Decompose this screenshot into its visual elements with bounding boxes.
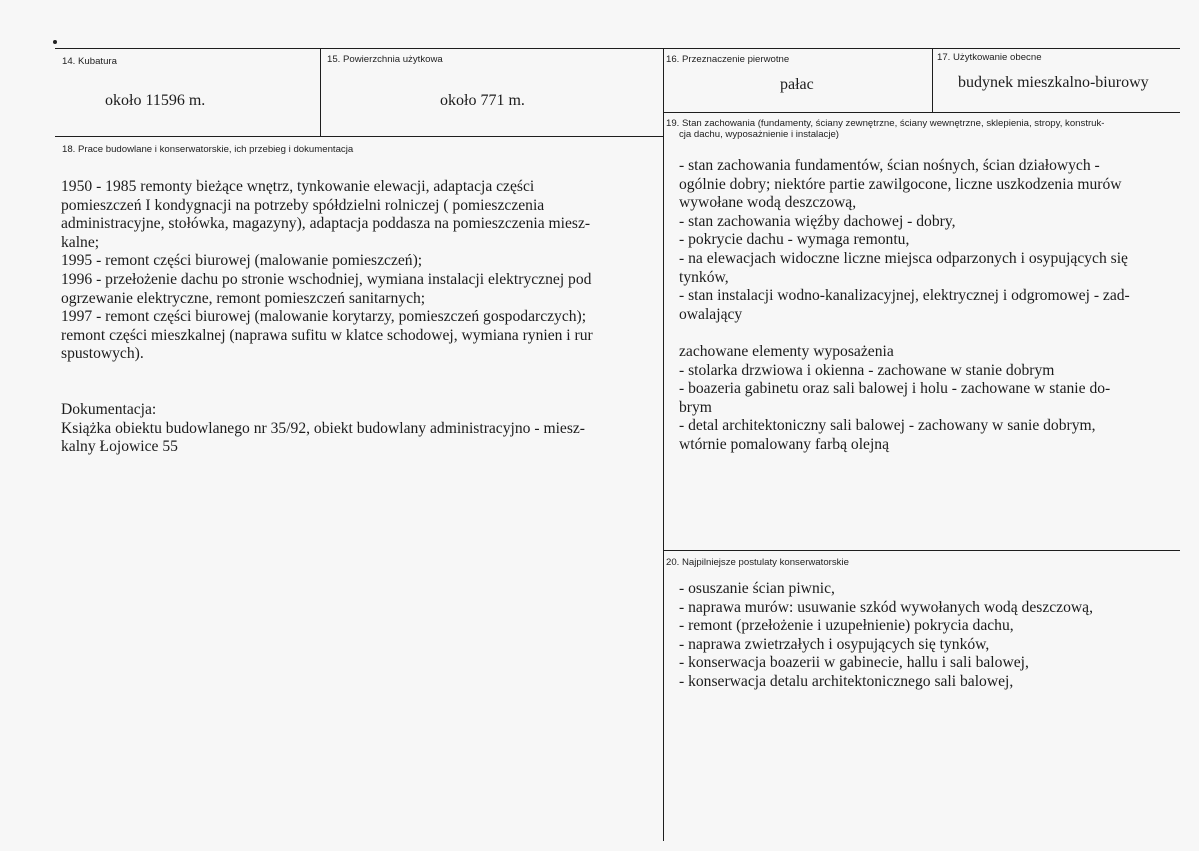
stan-line: - boazeria gabinetu oraz sali balowej i holu - zachowane w stanie do- xyxy=(679,380,1111,398)
stan-line: - stan instalacji wodno-kanalizacyjnej, elektrycznej i odgromowej - zad- xyxy=(679,287,1130,305)
divider-14-15 xyxy=(320,48,321,137)
stan-label-line1: 19. Stan zachowania (fundamenty, ściany zewnętrzne, ściany wewnętrzne, sklepienia, stropy, konstruk- xyxy=(666,118,1105,129)
postulaty-text xyxy=(679,580,1174,692)
postulaty-item: - remont (przełożenie i uzupełnienie) pokrycia dachu, xyxy=(679,617,1014,635)
stan-line: - stolarka drzwiowa i okienna - zachowane w stanie dobrym xyxy=(679,361,1055,379)
stan-line: - detal architektoniczny sali balowej - zachowany w sanie dobrym, xyxy=(679,417,1096,435)
rule-above-20 xyxy=(663,550,1180,551)
kubatura-label: 14. Kubatura xyxy=(62,56,117,67)
prace-line: 1995 - remont części biurowej (malowanie pomieszczeń); xyxy=(61,252,423,270)
prace-line: kalny Łojowice 55 xyxy=(61,438,178,456)
postulaty-item: - konserwacja detalu architektonicznego sali balowej, xyxy=(679,672,1014,690)
prace-line xyxy=(61,383,656,402)
postulaty-item: - naprawa murów: usuwanie szkód wywołanych wodą deszczową, xyxy=(679,598,1093,616)
przeznaczenie-value: pałac xyxy=(780,76,814,93)
postulaty-item: - osuszanie ścian piwnic, xyxy=(679,580,835,597)
prace-line: ogrzewanie elektryczne, remont pomieszczeń sanitarnych; xyxy=(61,289,426,307)
divider-16-17 xyxy=(932,48,933,112)
prace-line: 1996 - przełożenie dachu po stronie wschodniej, wymiana instalacji elektrycznej pod xyxy=(61,270,592,288)
stan-line: ogólnie dobry; niektóre partie zawilgocone, liczne uszkodzenia murów xyxy=(679,175,1122,193)
powierzchnia-label: 15. Powierzchnia użytkowa xyxy=(327,54,443,65)
prace-line xyxy=(61,364,656,383)
stan-line: - pokrycie dachu - wymaga remontu, xyxy=(679,231,910,249)
stan-line: tynków, xyxy=(679,268,729,286)
prace-text xyxy=(61,178,656,457)
rule-under-14-15 xyxy=(55,136,663,137)
uzytkowanie-label: 17. Użytkowanie obecne xyxy=(937,52,1042,63)
powierzchnia-value: około 771 m. xyxy=(440,92,525,109)
prace-line: remont części mieszkalnej (naprawa sufitu w klatce schodowej, wymiana rynien i rur xyxy=(61,326,593,344)
prace-line: kalne; xyxy=(61,233,100,251)
stan-line: - stan zachowania fundamentów, ścian nośnych, ścian działowych - xyxy=(679,157,1100,174)
prace-label: 18. Prace budowlane i konserwatorskie, ich przebieg i dokumentacja xyxy=(62,144,354,155)
main-vertical-divider xyxy=(663,48,664,841)
stan-line: owalający xyxy=(679,305,743,323)
stan-line: - stan zachowania więźby dachowej - dobry, xyxy=(679,212,956,230)
prace-line: Książka obiektu budowlanego nr 35/92, obiekt budowlany administracyjno - miesz- xyxy=(61,419,586,437)
prace-line: 1997 - remont części biurowej (malowanie korytarzy, pomieszczeń gospodarczych); xyxy=(61,308,587,326)
postulaty-item: - konserwacja boazerii w gabinecie, hallu i sali balowej, xyxy=(679,654,1029,672)
scan-speck xyxy=(53,40,57,44)
stan-line: wywołane wodą deszczową, xyxy=(679,194,857,212)
stan-text xyxy=(679,157,1174,455)
stan-line xyxy=(679,324,1174,343)
prace-line: spustowych). xyxy=(61,345,144,363)
stan-line: wtórnie pomalowany farbą olejną xyxy=(679,435,890,453)
stan-label-line2: cja dachu, wyposażnienie i instalacje) xyxy=(679,129,839,140)
rule-under-16-17 xyxy=(663,112,1180,113)
prace-line: administracyjne, stołówka, magazyny), adaptacja poddasza na pomieszczenia miesz- xyxy=(61,215,591,233)
prace-line: 1950 - 1985 remonty bieżące wnętrz, tynkowanie elewacji, adaptacja części xyxy=(61,178,535,195)
kubatura-value: około 11596 m. xyxy=(105,92,206,109)
przeznaczenie-label: 16. Przeznaczenie pierwotne xyxy=(666,54,790,65)
postulaty-item: - naprawa zwietrzałych i osypujących się tynków, xyxy=(679,635,990,653)
stan-line: zachowane elementy wyposażenia xyxy=(679,342,894,360)
prace-line: pomieszczeń I kondygnacji na potrzeby spółdzielni rolniczej ( pomieszczenia xyxy=(61,196,545,214)
top-border xyxy=(55,48,1180,49)
stan-line: - na elewacjach widoczne liczne miejsca odparzonych i osypujących się xyxy=(679,249,1128,267)
postulaty-label: 20. Najpilniejsze postulaty konserwatorskie xyxy=(666,557,849,568)
prace-line: Dokumentacja: xyxy=(61,401,157,419)
stan-line: brym xyxy=(679,398,712,416)
uzytkowanie-value: budynek mieszkalno-biurowy xyxy=(958,74,1149,91)
